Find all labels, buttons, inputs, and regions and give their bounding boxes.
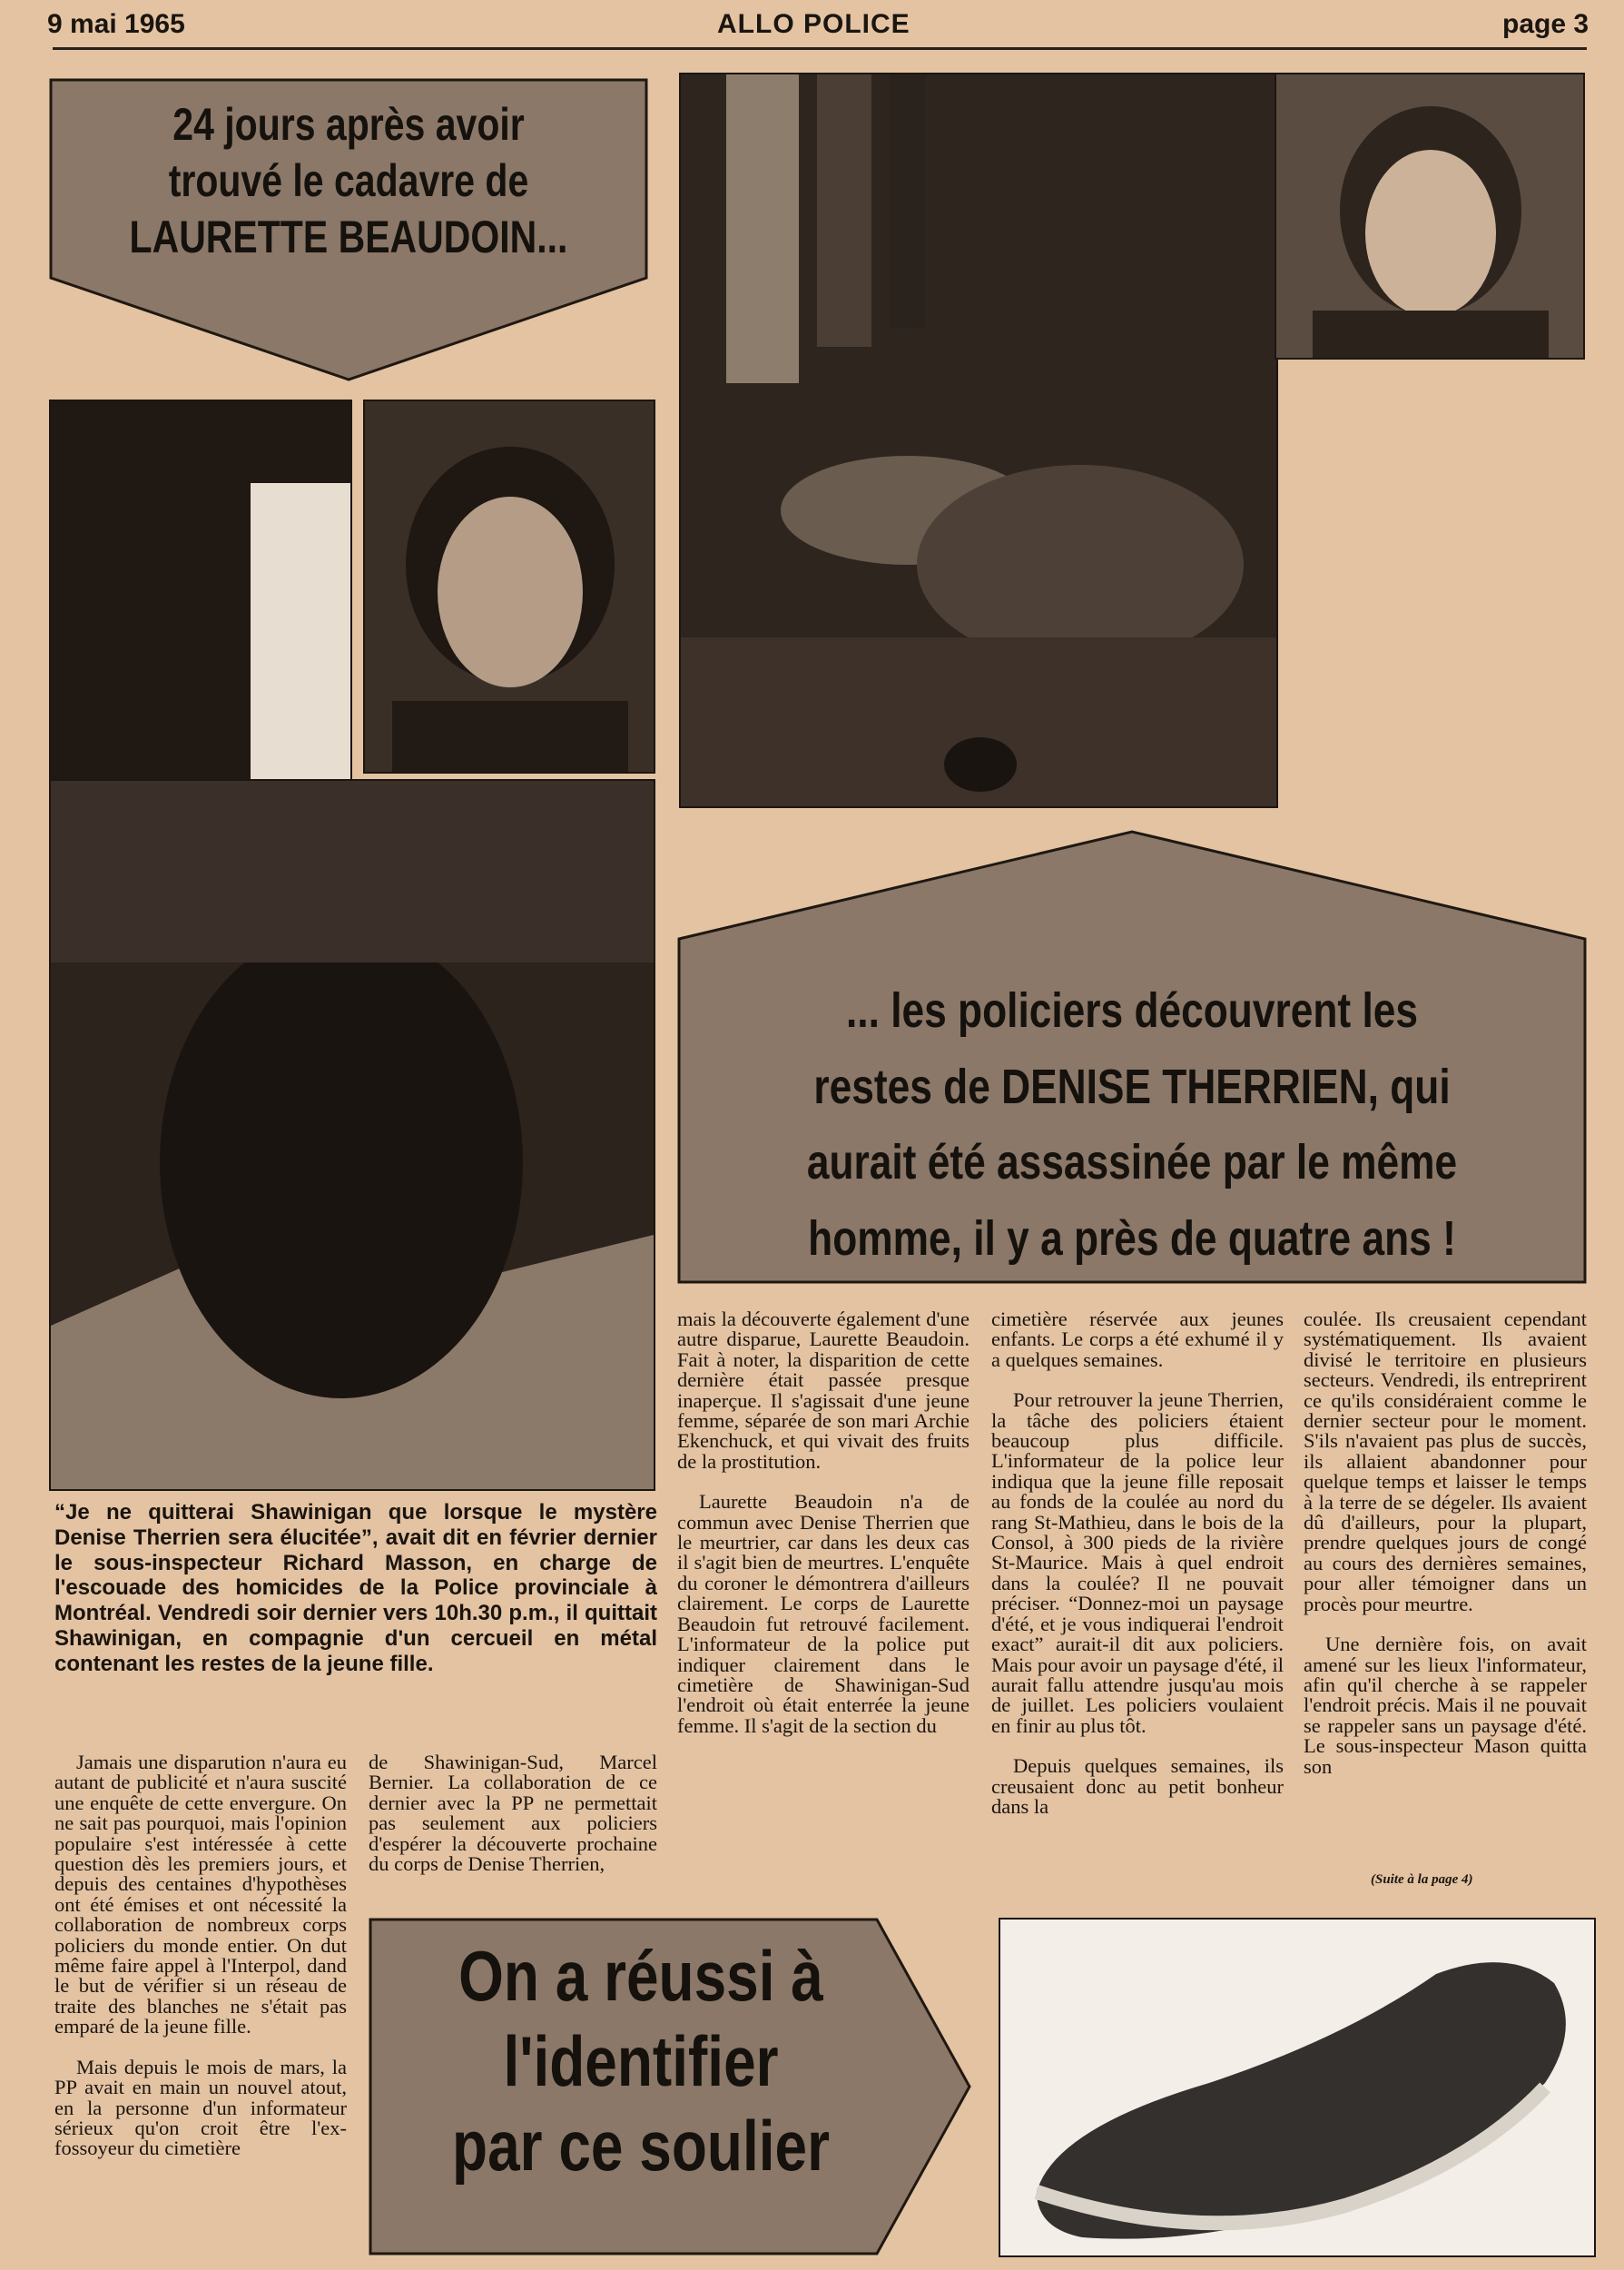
header-rule [53, 47, 1587, 50]
article-paragraph: de Shawinigan-Sud, Marcel Bernier. La collaboration de ce dernier avec la PP ne permettait pas seulement aux policiers d'espérer la découverte prochaine du corps de Denise Therrien, [369, 1751, 657, 1876]
headline-top-line-3: LAURETTE BEAUDOIN... [129, 212, 568, 262]
article-column-2 [369, 1752, 657, 1894]
headline-middle-line-3: aurait été assassinée par le même [806, 1135, 1458, 1190]
photo-denise-therrien [1275, 73, 1585, 360]
issue-date: 9 mai 1965 [47, 9, 185, 39]
headline-middle-line-1: ... les policiers découvrent les [845, 983, 1419, 1038]
article-column-1 [54, 1752, 347, 2179]
headline-top-line-2: trouvé le cadavre de [168, 155, 529, 206]
headline-middle-line-4: homme, il y a près de quatre ans ! [808, 1211, 1456, 1267]
article-paragraph: Mais depuis le mois de mars, la PP avait en main un nouvel atout, en la personne d'un informateur sérieux qu'on croit être l'ex-fossoyeur du cimetière [54, 2055, 347, 2160]
page-number: page 3 [1502, 9, 1590, 39]
headline-middle-box [677, 830, 1587, 1284]
headline-middle-line-2: restes de DENISE THERRIEN, qui [813, 1059, 1451, 1114]
article-paragraph: coulée. Ils creusaient cependant systématiquement. Ils avaient divisé le territoire en plusieurs secteurs. Vendredi, ils entreprirent ce qu'ils considéraient comme le dernier secteur pour le moment. S'ils n'avaient pas plus de succès, ils allaient abandonner pour quelque temps et laisser le temps à la terre de se dégeler. Ils avaient dû d'ailleurs, pour la plupart, prendre quelques jours de congé au cours des dernières semaines, pour aller témoigner dans un procès pour meurtre. [1304, 1308, 1587, 1615]
article-column-3 [677, 1309, 969, 1756]
article-paragraph: Pour retrouver la jeune Therrien, la tâche des policiers étaient beaucoup plus difficile. L'informateur de la police leur indiqua que la jeune fille reposait au fonds de la coulée au nord du rang St-Mathieu, dans le bois de la Consol, à 300 pieds de la rivière St-Maurice. Mais à quel endroit dans la coulée? Il ne pouvait préciser. “Donnez-moi un paysage d'été, et je vous indiquerai l'endroit exact” aurait-il dit aux policiers. Mais pour avoir un paysage d'été, il aurait fallu attendre jusqu'au mois de juillet. Les policiers voulaient en finir au plus tôt. [991, 1388, 1284, 1737]
article-paragraph: Laurette Beaudoin n'a de commun avec Denise Therrien que le meurtrier, car dans les deux cas il s'agit bien de meurtres. L'enquête du coroner le démontrera d'ailleurs clairement. Le corps de Laurette Beaudoin fut retrouvé facilement. L'informateur de la police put indiquer clairement dans le cimetière de Shawinigan-Sud l'endroit où était enterrée la jeune femme. Il s'agit de la section du [677, 1490, 969, 1737]
headline-bottom-line-1: On a réussi à [458, 1936, 823, 2016]
article-paragraph: Jamais une disparution n'aura eu autant de publicité et n'aura suscité une enquête de cette envergure. On ne sait pas pourquoi, mais l'opinion populaire s'est intéressée à cette question dès les premiers jours, et depuis des centaines d'hypothèses ont été émises et ont nécessité la collaboration de nombreux corps policiers du monde entier. On dut même faire appel à l'Interpol, dand le but de vérifier si un réseau de traite des blanches ne s'était pas emparé de la jeune fille. [54, 1751, 347, 2038]
photo-excavation-scene [679, 73, 1278, 808]
headline-bottom-line-2: l'identifier [503, 2020, 779, 2101]
article-lede: “Je ne quitterai Shawinigan que lorsque le mystère Denise Therrien sera élucitée”, avait dit en février dernier le sous-inspecteur Richard Masson, en charge de l'escouade des homicides de la Police provinciale à Montréal. Vendredi soir dernier vers 10h.30 p.m., il quittait Shawinigan, en compagnie d'un cercueil en métal contenant les restes de la jeune fille. [54, 1500, 657, 1676]
photo-exhumation [49, 779, 655, 1491]
article-paragraph: mais la découverte également d'une autre disparue, Laurette Beaudoin. Fait à noter, la disparition de cette dernière était passée presque inaperçue. Il s'agissait d'une jeune femme, séparée de son mari Archie Ekenchuck, et qui vivait des fruits de la prostitution. [677, 1308, 969, 1473]
publication-title: ALLO POLICE [717, 9, 910, 39]
photo-laurette-beaudoin [363, 400, 655, 774]
headline-top-box [49, 78, 648, 381]
article-paragraph: Depuis quelques semaines, ils creusaient donc au petit bonheur dans la [991, 1754, 1284, 1818]
article-column-4 [991, 1309, 1284, 1837]
photo-shoe [999, 1918, 1596, 2257]
headline-bottom-box [369, 1918, 971, 2255]
headline-top-line-1: 24 jours après avoir [172, 99, 525, 150]
article-column-5 [1304, 1309, 1587, 1797]
article-paragraph: Une dernière fois, on avait amené sur les lieux l'informateur, afin qu'il cherche à se rappeler l'endroit précis. Mais il ne pouvait se rappeler sans un paysage d'été. Le sous-inspecteur Mason quitta son [1304, 1633, 1587, 1778]
article-paragraph: cimetière réservée aux jeunes enfants. Le corps a été exhumé il y a quelques semaines. [991, 1308, 1284, 1371]
photo-crime-scene-left [49, 400, 352, 783]
headline-bottom-line-3: par ce soulier [452, 2106, 830, 2186]
continued-note: (Suite à la page 4) [1371, 1872, 1473, 1887]
